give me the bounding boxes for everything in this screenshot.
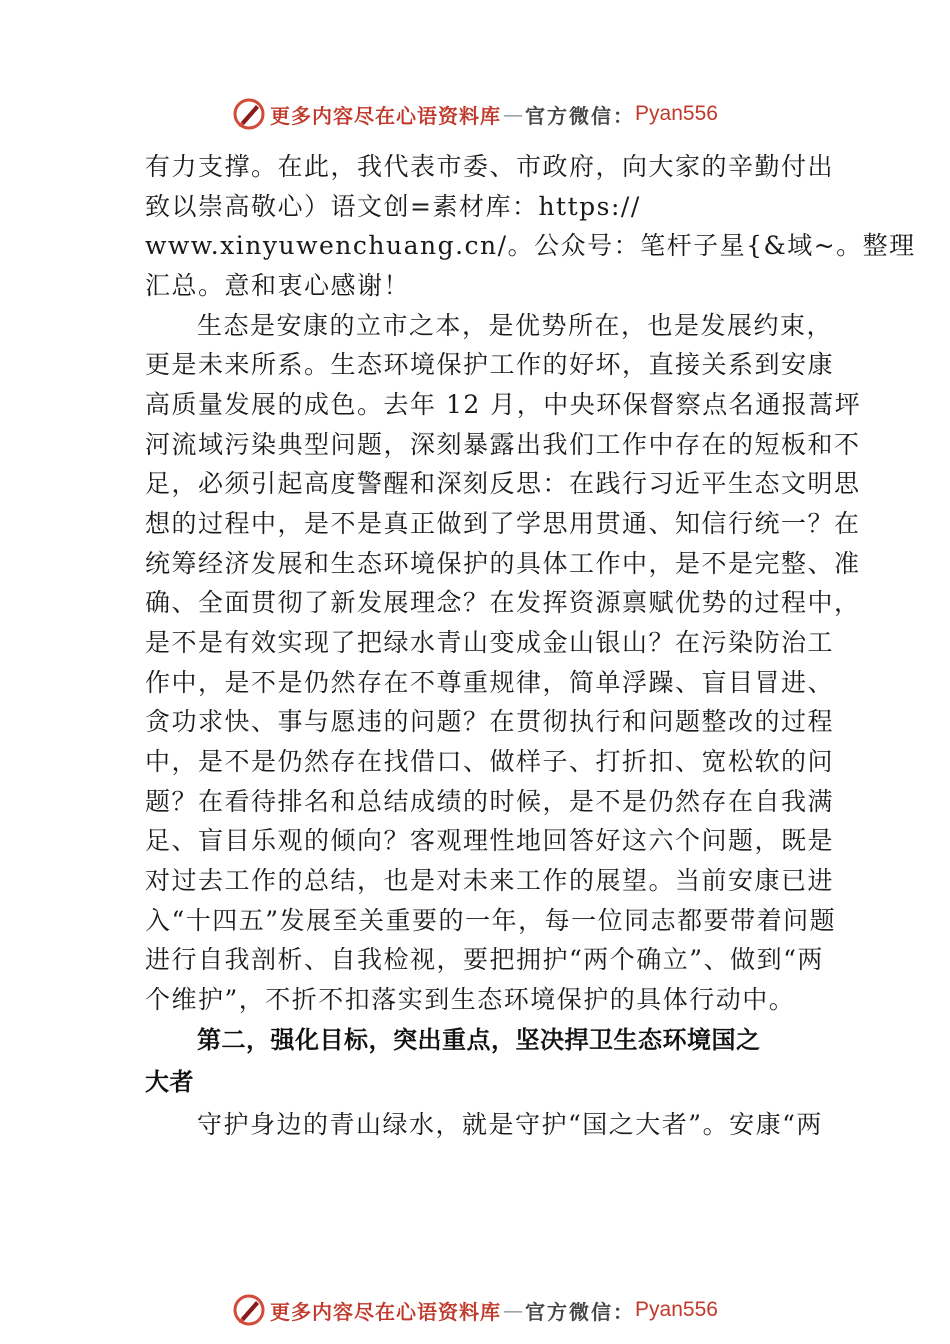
text-line: 高质量发展的成色。去年 12 月，中央环保督察点名通报蒿坪 [145,390,862,419]
header-wechat-id: Pyan556 [635,102,718,125]
section-heading-continued: 大者 [145,1068,194,1096]
text-line: 河流域污染典型问题，深刻暴露出我们工作中存在的短板和不 [145,430,861,459]
text-line: 贪功求快、事与愿违的问题？在贯彻执行和问题整改的过程 [145,707,835,736]
text-line: 题？在看待排名和总结成绩的时候，是不是仍然存在自我满 [145,787,835,816]
header-banner [0,94,950,134]
footer-wechat-label: 官方微信： [525,1299,636,1324]
header-wechat-label: 官方微信： [525,103,636,128]
footer-dash: — [503,1298,524,1322]
text-line: 确、全面贯彻了新发展理念？在发挥资源禀赋优势的过程中， [145,588,861,617]
header-dash: — [503,102,524,126]
text-line: 对过去工作的总结，也是对未来工作的展望。当前安康已进 [145,866,835,895]
text-line: 足、盲目乐观的倾向？客观理性地回答好这六个问题，既是 [145,826,835,855]
text-line: 进行自我剖析、自我检视，要把拥护“两个确立”、做到“两 [145,945,824,974]
text-line: 守护身边的青山绿水，就是守护“国之大者”。安康“两 [197,1110,823,1139]
text-line: 想的过程中，是不是真正做到了学思用贯通、知信行统一？在 [145,509,861,538]
text-line: 有力支撑。在此，我代表市委、市政府，向大家的辛勤付出 [145,152,835,181]
footer-site-name: 更多内容尽在心语资料库 [270,1299,502,1324]
header-site-name: 更多内容尽在心语资料库 [270,103,502,128]
section-heading: 第二，强化目标，突出重点，坚决捍卫生态环境国之 [197,1026,761,1054]
text-line: 更是未来所系。生态环境保护工作的好坏，直接关系到安康 [145,350,835,379]
text-line: 汇总。意和衷心感谢！ [145,271,411,300]
text-line: 生态是安康的立市之本，是优势所在，也是发展约束， [197,311,834,340]
logo-icon [232,97,266,131]
text-line: 中，是不是仍然存在找借口、做样子、打折扣、宽松软的问 [145,747,835,776]
footer-banner [0,1290,950,1330]
text-line: 入“十四五”发展至关重要的一年，每一位同志都要带着问题 [145,906,837,935]
text-line: 作中，是不是仍然存在不尊重规律，简单浮躁、盲目冒进、 [145,668,835,697]
logo-icon [232,1293,266,1327]
text-line: 是不是有效实现了把绿水青山变成金山银山？在污染防治工 [145,628,835,657]
text-line: 致以崇高敬心）语文创=素材库：https:// [145,192,641,221]
text-line: www.xinyuwenchuang.cn/。公众号：笔杆子星{&域~。整理 [145,231,916,260]
footer-wechat-id: Pyan556 [635,1298,718,1321]
text-line: 足，必须引起高度警醒和深刻反思：在践行习近平生态文明思 [145,469,861,498]
text-line: 个维护”，不折不扣落实到生态环境保护的具体行动中。 [145,985,796,1014]
text-line: 统筹经济发展和生态环境保护的具体工作中，是不是完整、准 [145,549,861,578]
